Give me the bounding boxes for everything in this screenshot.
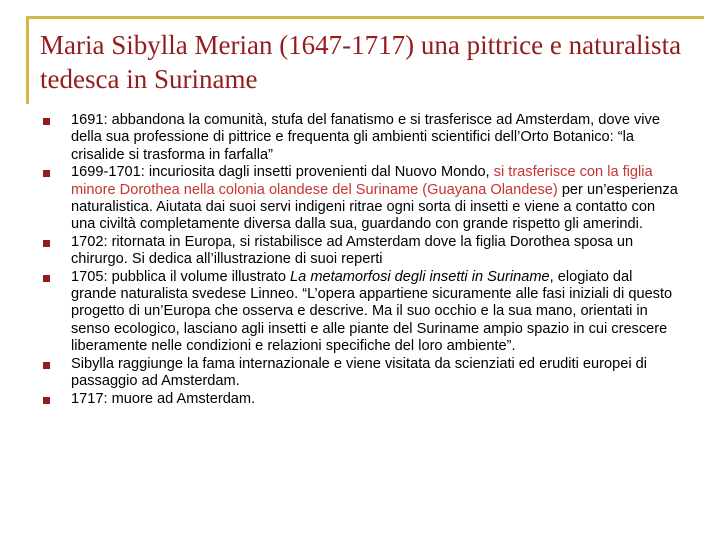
square-bullet-icon	[43, 118, 50, 125]
bullet-list	[40, 112, 680, 408]
bullet-text: 1699-1701: incuriosita dagli insetti provenienti dal Nuovo Mondo,	[71, 164, 494, 181]
bullet-text: 1717: muore ad Amsterdam.	[71, 390, 256, 407]
square-bullet-icon	[43, 362, 50, 369]
frame-horizontal-line	[26, 16, 704, 19]
bullet-item	[40, 269, 680, 356]
bullet-item	[40, 391, 680, 408]
square-bullet-icon	[43, 240, 50, 247]
bullet-text: 1705: pubblica il volume illustrato	[71, 268, 291, 285]
bullet-item	[40, 234, 680, 269]
bullet-text: per un’esperienza naturalistica. Aiutata dai suoi servi indigeni ritrae ogni sorta di insetti e viene a contatto con una civiltà completamente diversa dalla sua, guardando con grande rispetto gli amerindi.	[71, 181, 678, 233]
bullet-text: , elogiato dal grande naturalista svedese Linneo. “L’opera appartiene sicuramente alle fasi iniziali di questo progetto di un’Europa che osserva e descrive. Ma il suo occhio e la sua mano, orientati in senso ecologico, lasciano agli insetti e alle piante del Suriname ampio spazio in cui crescere liberamente nelle condizioni e relazioni specifiche del loro ambiente”.	[71, 268, 673, 355]
book-title: La metamorfosi degli insetti in Suriname	[290, 268, 550, 285]
bullet-text: 1691: abbandona la comunità, stufa del fanatismo e si trasferisce ad Amsterdam, dove vive della sua professione di pittrice e frequenta gli ambienti scientifici dell’Orto Botanico: “la crisalide si trasforma in farfalla”	[71, 112, 660, 163]
highlighted-text: si trasferisce con la figlia minore Dorothea nella colonia olandese del Suriname (Guayana Olandese)	[71, 164, 653, 198]
square-bullet-icon	[43, 170, 50, 177]
bullet-text: Sibylla raggiunge la fama internazionale e viene visitata da scienziati ed eruditi europei di passaggio ad Amsterdam.	[71, 355, 647, 390]
bullet-text: 1702: ritornata in Europa, si ristabilisce ad Amsterdam dove la figlia Dorothea sposa un chirurgo. Si dedica all’illustrazione di suoi reperti	[71, 233, 634, 268]
bullet-item	[40, 164, 680, 234]
bullet-item	[40, 356, 680, 391]
slide-title: Maria Sibylla Merian (1647-1717) una pittrice e naturalista tedesca in Suriname	[40, 30, 682, 94]
square-bullet-icon	[43, 275, 50, 282]
frame-vertical-line	[26, 16, 29, 104]
bullet-item	[40, 112, 680, 164]
square-bullet-icon	[43, 397, 50, 404]
